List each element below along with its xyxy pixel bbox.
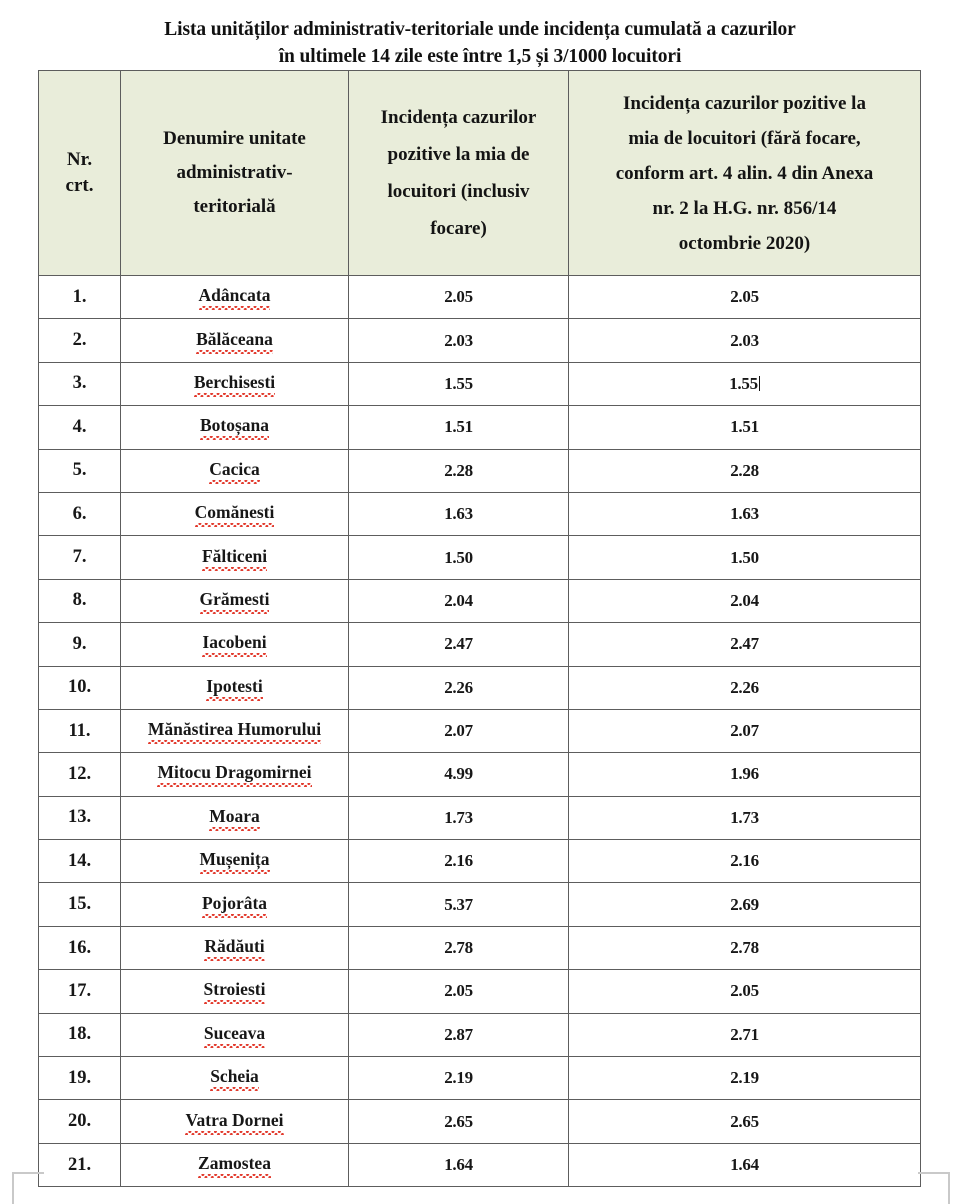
column-header-incidenta-line-2: pozitive la mia de xyxy=(387,144,530,165)
cell-denumire xyxy=(121,406,349,449)
spellcheck-underline-text: Comănesti xyxy=(195,502,275,526)
table-row xyxy=(39,492,921,535)
cell-denumire xyxy=(121,666,349,709)
cell-incidenta-fara-focare xyxy=(569,883,921,926)
cell-incidenta-inclusiv-focare: 1.64 xyxy=(349,1143,569,1186)
cell-nr-crt: 5. xyxy=(39,449,121,492)
cell-incidenta-inclusiv-focare: 5.37 xyxy=(349,883,569,926)
cell-denumire xyxy=(121,536,349,579)
text-cursor-caret xyxy=(759,376,760,391)
cell-value-text: 2.03 xyxy=(730,330,759,350)
cell-incidenta-fara-focare xyxy=(569,449,921,492)
spellcheck-underline-text: Scheia xyxy=(210,1066,259,1090)
spellcheck-underline-text: Rădăuti xyxy=(204,936,264,960)
cell-nr-crt: 8. xyxy=(39,579,121,622)
cell-nr-crt: 14. xyxy=(39,840,121,883)
cell-denumire xyxy=(121,1100,349,1143)
cell-denumire xyxy=(121,926,349,969)
cell-nr-crt: 4. xyxy=(39,406,121,449)
cell-incidenta-inclusiv-focare: 1.50 xyxy=(349,536,569,579)
incidence-table-container xyxy=(38,70,920,1187)
cell-denumire xyxy=(121,579,349,622)
table-row xyxy=(39,1013,921,1056)
cell-incidenta-inclusiv-focare: 2.26 xyxy=(349,666,569,709)
cell-value-text: 2.07 xyxy=(730,721,759,741)
cell-value-text: 1.50 xyxy=(730,547,759,567)
cell-denumire xyxy=(121,492,349,535)
cell-incidenta-fara-focare xyxy=(569,406,921,449)
page-margin-mark-bottom-left xyxy=(12,1172,44,1204)
cell-value-text: 1.51 xyxy=(730,417,759,437)
spellcheck-underline-text: Grămesti xyxy=(200,589,270,613)
table-row xyxy=(39,840,921,883)
table-row xyxy=(39,406,921,449)
spellcheck-underline-text: Mănăstirea Humorului xyxy=(148,719,321,743)
cell-incidenta-fara-focare xyxy=(569,926,921,969)
page-margin-mark-bottom-right xyxy=(918,1172,950,1204)
cell-incidenta-inclusiv-focare: 2.04 xyxy=(349,579,569,622)
column-header-incidenta-fara-focare-line-5: octombrie 2020) xyxy=(678,232,811,254)
table-body xyxy=(39,276,921,1187)
cell-value-text: 2.16 xyxy=(730,851,759,871)
cell-denumire xyxy=(121,623,349,666)
cell-nr-crt: 21. xyxy=(39,1143,121,1186)
cell-incidenta-inclusiv-focare: 2.07 xyxy=(349,709,569,752)
cell-incidenta-inclusiv-focare: 2.78 xyxy=(349,926,569,969)
cell-nr-crt: 16. xyxy=(39,926,121,969)
column-header-denumire-line-3: teritorială xyxy=(193,196,276,217)
cell-value-text: 2.78 xyxy=(730,938,759,958)
table-row xyxy=(39,536,921,579)
cell-value-text: 1.55 xyxy=(729,373,758,393)
spellcheck-underline-text: Suceava xyxy=(204,1023,265,1047)
spellcheck-underline-text: Ipotesti xyxy=(206,676,262,700)
table-row xyxy=(39,709,921,752)
cell-value-text: 2.04 xyxy=(730,590,759,610)
column-header-denumire-line-1: Denumire unitate xyxy=(163,128,306,149)
spellcheck-underline-text: Bălăceana xyxy=(196,329,273,353)
table-row xyxy=(39,926,921,969)
spellcheck-underline-text: Zamostea xyxy=(198,1153,271,1177)
cell-denumire xyxy=(121,1013,349,1056)
cell-nr-crt: 15. xyxy=(39,883,121,926)
column-header-nr-line-1: Nr. xyxy=(66,149,93,170)
cell-incidenta-inclusiv-focare: 1.73 xyxy=(349,796,569,839)
table-row xyxy=(39,579,921,622)
table-header-row xyxy=(39,71,921,276)
cell-incidenta-inclusiv-focare: 2.03 xyxy=(349,319,569,362)
cell-incidenta-fara-focare xyxy=(569,840,921,883)
cell-nr-crt: 19. xyxy=(39,1057,121,1100)
cell-incidenta-inclusiv-focare: 2.19 xyxy=(349,1057,569,1100)
table-row xyxy=(39,276,921,319)
spellcheck-underline-text: Mușenița xyxy=(200,849,270,873)
cell-nr-crt: 13. xyxy=(39,796,121,839)
cell-value-text: 2.26 xyxy=(730,677,759,697)
cell-value-text: 1.73 xyxy=(730,807,759,827)
table-row xyxy=(39,623,921,666)
cell-value-text: 1.96 xyxy=(730,764,759,784)
cell-incidenta-fara-focare xyxy=(569,1100,921,1143)
spellcheck-underline-text: Pojorâta xyxy=(202,893,267,917)
column-header-incidenta-line-3: locuitori (inclusiv xyxy=(387,181,530,202)
cell-incidenta-inclusiv-focare: 2.65 xyxy=(349,1100,569,1143)
table-row xyxy=(39,796,921,839)
cell-nr-crt: 17. xyxy=(39,970,121,1013)
cell-value-text: 2.05 xyxy=(730,287,759,307)
cell-incidenta-fara-focare xyxy=(569,666,921,709)
cell-value-text: 2.65 xyxy=(730,1111,759,1131)
cell-denumire xyxy=(121,970,349,1013)
cell-incidenta-fara-focare xyxy=(569,579,921,622)
column-header-incidenta-line-4: focare) xyxy=(430,218,487,239)
cell-incidenta-fara-focare xyxy=(569,1143,921,1186)
column-header-incidenta-fara-focare-line-3: conform art. 4 alin. 4 din Anexa xyxy=(615,162,874,184)
table-row xyxy=(39,362,921,405)
spellcheck-underline-text: Iacobeni xyxy=(202,632,266,656)
cell-incidenta-fara-focare xyxy=(569,970,921,1013)
table-row xyxy=(39,1100,921,1143)
table-row xyxy=(39,449,921,492)
cell-value-text: 1.64 xyxy=(730,1155,759,1174)
cell-nr-crt: 10. xyxy=(39,666,121,709)
cell-incidenta-fara-focare xyxy=(569,319,921,362)
column-header-incidenta-inclusiv-focare xyxy=(349,71,569,276)
column-header-denumire-line-2: administrativ- xyxy=(176,162,293,183)
cell-incidenta-fara-focare xyxy=(569,362,921,405)
cell-nr-crt: 6. xyxy=(39,492,121,535)
cell-incidenta-inclusiv-focare: 1.55 xyxy=(349,362,569,405)
table-row xyxy=(39,319,921,362)
cell-incidenta-fara-focare xyxy=(569,796,921,839)
cell-denumire xyxy=(121,449,349,492)
column-header-incidenta-fara-focare-line-1: Incidența cazurilor pozitive la xyxy=(623,92,866,114)
cell-incidenta-fara-focare xyxy=(569,1057,921,1100)
table-row xyxy=(39,1143,921,1186)
cell-denumire xyxy=(121,883,349,926)
cell-denumire xyxy=(121,753,349,796)
table-row xyxy=(39,970,921,1013)
column-header-incidenta-fara-focare xyxy=(569,71,921,276)
cell-value-text: 1.63 xyxy=(730,504,759,524)
cell-denumire xyxy=(121,319,349,362)
cell-nr-crt: 3. xyxy=(39,362,121,405)
cell-nr-crt: 1. xyxy=(39,276,121,319)
cell-incidenta-fara-focare xyxy=(569,709,921,752)
column-header-incidenta-fara-focare-line-4: nr. 2 la H.G. nr. 856/14 xyxy=(652,197,837,219)
cell-value-text: 2.28 xyxy=(730,460,759,480)
spellcheck-underline-text: Cacica xyxy=(209,459,260,483)
cell-incidenta-fara-focare xyxy=(569,1013,921,1056)
column-header-denumire xyxy=(121,71,349,276)
cell-incidenta-inclusiv-focare: 1.63 xyxy=(349,492,569,535)
cell-incidenta-fara-focare xyxy=(569,623,921,666)
cell-incidenta-inclusiv-focare: 2.05 xyxy=(349,970,569,1013)
cell-value-text: 2.19 xyxy=(730,1068,759,1088)
cell-incidenta-fara-focare xyxy=(569,753,921,796)
spellcheck-underline-text: Fălticeni xyxy=(202,546,267,570)
cell-incidenta-inclusiv-focare: 2.87 xyxy=(349,1013,569,1056)
cell-denumire xyxy=(121,362,349,405)
cell-denumire xyxy=(121,796,349,839)
cell-incidenta-inclusiv-focare: 2.28 xyxy=(349,449,569,492)
cell-value-text: 2.71 xyxy=(730,1024,759,1044)
spellcheck-underline-text: Berchisesti xyxy=(194,372,275,396)
cell-incidenta-inclusiv-focare: 2.16 xyxy=(349,840,569,883)
cell-denumire xyxy=(121,709,349,752)
spellcheck-underline-text: Mitocu Dragomirnei xyxy=(157,762,311,786)
column-header-incidenta-fara-focare-line-2: mia de locuitori (fără focare, xyxy=(628,127,861,149)
page-title xyxy=(60,16,900,70)
spellcheck-underline-text: Moara xyxy=(209,806,260,830)
page-title-line-2: în ultimele 14 zile este între 1,5 și 3/1000 locuitori xyxy=(278,46,682,67)
cell-incidenta-inclusiv-focare: 1.51 xyxy=(349,406,569,449)
cell-incidenta-fara-focare xyxy=(569,276,921,319)
table-header xyxy=(39,71,921,276)
cell-denumire xyxy=(121,276,349,319)
cell-incidenta-inclusiv-focare: 4.99 xyxy=(349,753,569,796)
cell-value-text: 2.69 xyxy=(730,894,759,914)
cell-denumire xyxy=(121,1057,349,1100)
cell-nr-crt: 7. xyxy=(39,536,121,579)
cell-value-text: 2.05 xyxy=(730,981,759,1001)
table-row xyxy=(39,1057,921,1100)
cell-incidenta-fara-focare xyxy=(569,492,921,535)
column-header-nr-line-2: crt. xyxy=(65,175,94,196)
page-title-line-1: Lista unităților administrativ-teritoriale unde incidența cumulată a cazurilor xyxy=(164,19,796,40)
table-row xyxy=(39,883,921,926)
cell-nr-crt: 12. xyxy=(39,753,121,796)
cell-incidenta-inclusiv-focare: 2.05 xyxy=(349,276,569,319)
table-row xyxy=(39,753,921,796)
spellcheck-underline-text: Vatra Dornei xyxy=(185,1110,283,1134)
cell-nr-crt: 11. xyxy=(39,709,121,752)
cell-denumire xyxy=(121,840,349,883)
incidence-table xyxy=(38,70,921,1187)
cell-nr-crt: 9. xyxy=(39,623,121,666)
cell-nr-crt: 20. xyxy=(39,1100,121,1143)
spellcheck-underline-text: Botoșana xyxy=(200,415,269,439)
cell-incidenta-inclusiv-focare: 2.47 xyxy=(349,623,569,666)
cell-denumire xyxy=(121,1143,349,1186)
spellcheck-underline-text: Stroiesti xyxy=(204,979,266,1003)
cell-value-text: 2.47 xyxy=(730,634,759,654)
spellcheck-underline-text: Adâncata xyxy=(199,285,271,309)
table-row xyxy=(39,666,921,709)
column-header-incidenta-line-1: Incidența cazurilor xyxy=(380,107,537,128)
cell-nr-crt: 2. xyxy=(39,319,121,362)
cell-nr-crt: 18. xyxy=(39,1013,121,1056)
cell-incidenta-fara-focare xyxy=(569,536,921,579)
column-header-nr-crt xyxy=(39,71,121,276)
